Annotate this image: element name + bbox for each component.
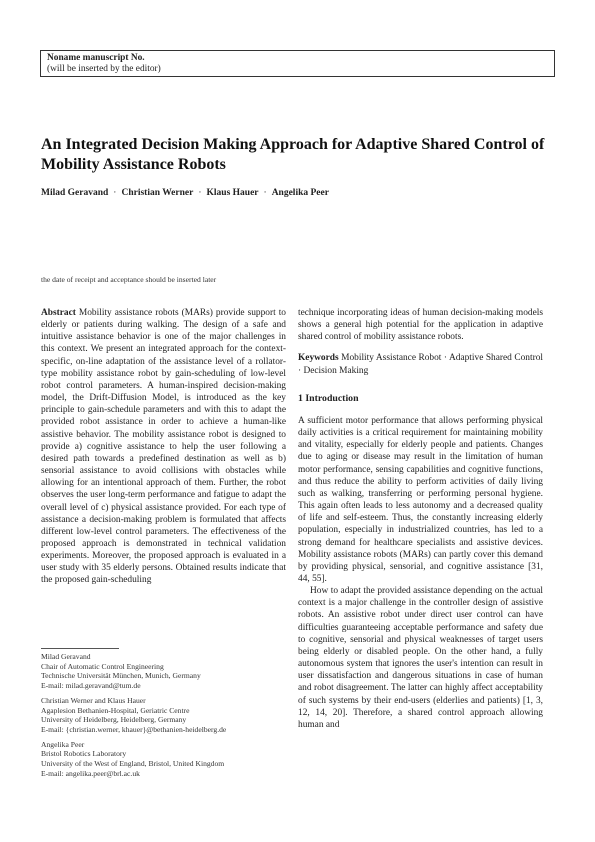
affiliation-group xyxy=(41,740,291,779)
keywords-label: Keywords xyxy=(298,353,339,364)
intro-paragraph: How to adapt the provided assistance depending on the actual context is a major challenge in the controller design of assistive robots. An assistive robot under direct user control can have difficulties guaranteeing acceptable performance and safety due to cognitive, sensorial and physical weaknesses of target users being elderly or disabled people. On the other hand, a fully autonomous system that ignores the user's intention can result in user dissatisfaction and dangerous situations in case of human and robot disagreement. The latter can highly affect acceptability of such systems by their end-users (elderlies and patients) [1, 3, 12, 14, 20]. Therefore, a shared control approach allowing human and xyxy=(298,586,543,730)
affiliation-group xyxy=(41,696,291,735)
author-separator: · xyxy=(198,188,202,198)
abstract-text-part1: Mobility assistance robots (MARs) provide support to elderly or patients during walking. The design of a safe and intuitive assistance behavior is one of the major challenges in this context. We present an integrated approach for the context-specific, on-line adaptation of the assistance level of a rollator-type mobility assistance robot by gain-scheduling of low-level robot control parameters. A human-inspired decision-making model, the Drift-Diffusion Model, is introduced as the key principle to gain-schedule parameters and with this to adapt the provided robot assistance in order to achieve a human-like assistive behavior. The mobility assistance robot is designed to provide a) cognitive assistance to help the user following a desired path towards a predefined destination as well as b) sensorial assistance to avoid collisions with obstacles while allowing for an intentional approach of them. Further, the robot observes the user long-term performance and fatigue to adapt the overall level of c) physical assistance provided. For each type of assistance a decision-making problem is formulated that affects different low-level control parameters. The effectiveness of the proposed approach is demonstrated in technical validation experiments. Moreover, the proposed approach is evaluated in a user study with 35 elderly persons. Obtained results indicate that the proposed gain-scheduling xyxy=(41,308,286,586)
affiliation-line: University of the West of England, Bristol, United Kingdom xyxy=(41,759,225,769)
abstract-label: Abstract xyxy=(41,308,76,318)
intro-paragraph: A sufficient motor performance that allows performing physical daily activities is a critical requirement for maintaining mobility and vitality, especially for elderly people and patients. Changes due to aging or disease may result in the limitation of human motor performance, sensing capabilities and cognitive functions, and thus reduce the ability to perform activities of daily living such as walking, transferring or performing personal hygiene. This again often leads to less autonomy and a decreased quality of life and self-esteem. Thus, the constantly increasing elderly population, especially in industrialized countries, has led to a strong demand for healthcare specialists and assistive devices. Mobility assistance robots (MARs) can partly cover this demand by providing physical, sensorial, and cognitive assistance [31, 44, 55]. xyxy=(298,415,543,584)
footnote-rule xyxy=(41,648,119,649)
author-name: Milad Geravand xyxy=(41,188,109,198)
author-list xyxy=(41,187,561,199)
keywords-text: Mobility Assistance Robot · Adaptive Shared Control · Decision Making xyxy=(298,353,544,376)
abstract xyxy=(41,307,286,587)
affiliation-email: E-mail: milad.geravand@tum.de xyxy=(41,681,141,691)
author-name: Christian Werner xyxy=(121,188,194,198)
manuscript-number: Noname manuscript No. xyxy=(47,53,145,63)
affiliation-line: Christian Werner and Klaus Hauer xyxy=(41,695,146,705)
affiliation-line: Chair of Automatic Control Engineering xyxy=(41,661,164,671)
section-heading-introduction: 1 Introduction xyxy=(298,392,359,404)
affiliation-line: Angelika Peer xyxy=(41,739,85,749)
receipt-note: the date of receipt and acceptance should be inserted later xyxy=(41,275,217,284)
author-name: Angelika Peer xyxy=(271,188,329,198)
paper-title: An Integrated Decision Making Approach for Adaptive Shared Control of Mobility Assistance Robots xyxy=(41,136,545,173)
affiliation-line: Agaplesion Bethanien-Hospital, Geriatric Centre xyxy=(41,705,190,715)
abstract-continued: technique incorporating ideas of human decision-making models shows a general high potential for the application in adaptive shared control of mobility assistance robots. xyxy=(298,308,543,343)
author-separator: · xyxy=(113,188,117,198)
keywords xyxy=(298,352,543,376)
author-name: Klaus Hauer xyxy=(206,188,259,198)
affiliation-email: E-mail: {christian.werner, khauer}@bethanien-heidelberg.de xyxy=(41,724,227,734)
affiliation-email: E-mail: angelika.peer@brl.ac.uk xyxy=(41,768,140,778)
affiliation-line: University of Heidelberg, Heidelberg, Germany xyxy=(41,715,187,725)
affiliation-line: Bristol Robotics Laboratory xyxy=(41,749,127,759)
affiliation-group xyxy=(41,652,291,691)
affiliation-line: Technische Universität München, Munich, Germany xyxy=(41,671,201,681)
manuscript-header-box xyxy=(40,50,555,77)
right-column xyxy=(298,307,543,731)
author-separator: · xyxy=(263,188,267,198)
affiliations xyxy=(41,652,291,783)
editor-note: (will be inserted by the editor) xyxy=(47,64,161,74)
left-column xyxy=(41,307,286,587)
affiliation-line: Milad Geravand xyxy=(41,652,91,661)
